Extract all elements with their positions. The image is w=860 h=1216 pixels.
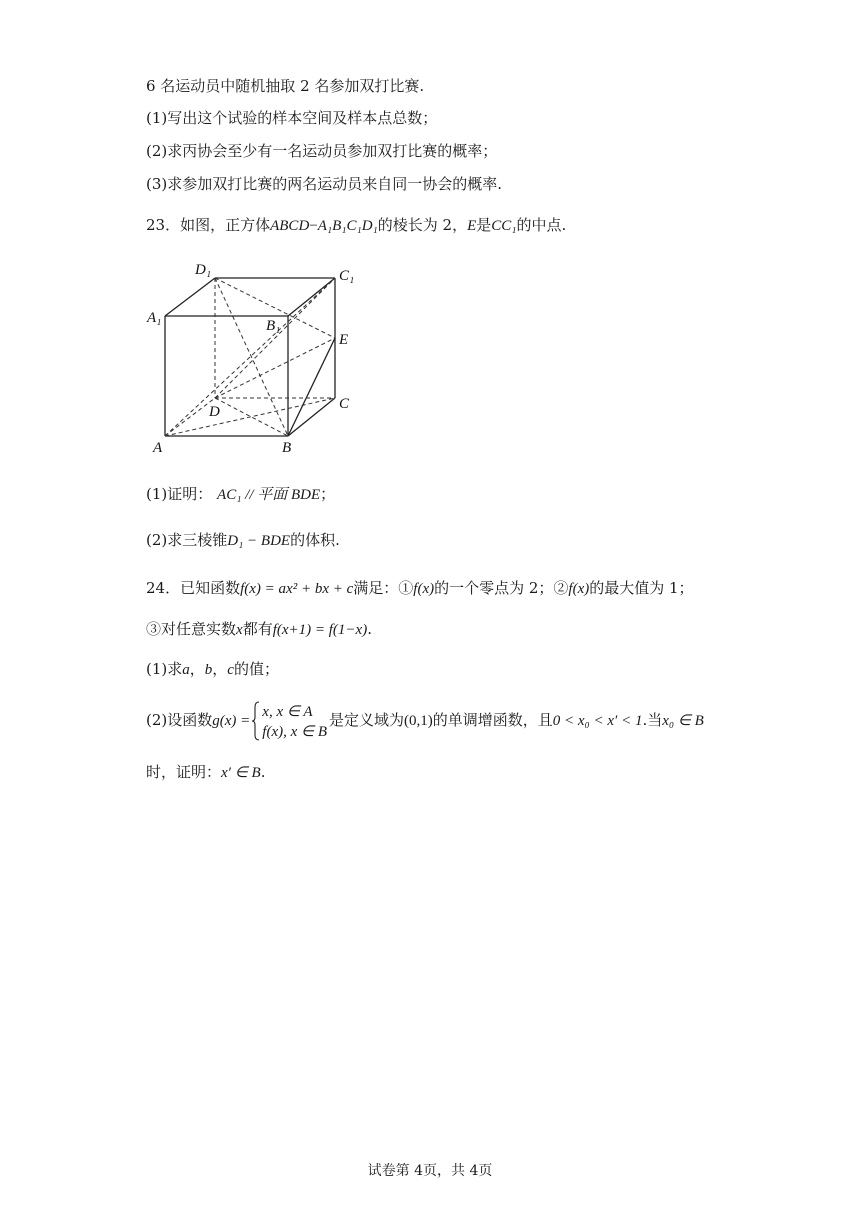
stem-text: .当 xyxy=(642,711,663,729)
interval: (0,1) xyxy=(404,713,433,729)
label-d: D xyxy=(209,404,220,420)
conclusion: x′ ∈ B xyxy=(221,765,261,781)
question-23-part-2 xyxy=(146,530,340,551)
question-22-part-3: (3)求参加双打比赛的两名运动员来自同一协会的概率. xyxy=(146,175,503,193)
g-definition: g(x) = xyxy=(212,713,251,729)
point-e: E xyxy=(467,218,477,234)
question-24-part-2-line-2 xyxy=(146,762,265,783)
question-24-part-2 xyxy=(146,700,704,742)
condition: x₀ ∈ B xyxy=(662,713,704,729)
question-22-continuation: 6 名运动员中随机抽取 2 名参加双打比赛. xyxy=(146,77,425,95)
segment-dc1 xyxy=(215,278,335,398)
stem-text: 是定义域为 xyxy=(328,711,404,729)
part-math: AC₁ // 平面 BDE xyxy=(217,487,321,503)
function-ref: f(x) xyxy=(413,581,435,597)
variable-a: a xyxy=(182,662,190,678)
part-label: (2)设函数 xyxy=(146,711,213,729)
edge-ad xyxy=(165,398,215,436)
question-number: 24． xyxy=(146,579,181,597)
variable-b: b xyxy=(204,662,213,678)
question-22-part-1: (1)写出这个试验的样本空间及样本点总数； xyxy=(146,109,438,127)
diagonal-ac1 xyxy=(165,278,335,436)
page-footer: 试卷第 4页，共 4页 xyxy=(367,1163,493,1179)
edge-cc1: CC₁ xyxy=(491,218,517,234)
stem-text: 已知函数 xyxy=(180,579,241,597)
separator: ， xyxy=(212,660,228,678)
stem-text: 满足：① xyxy=(353,579,414,597)
question-number: 23． xyxy=(146,216,181,234)
variable-c: c xyxy=(227,662,234,678)
brace-icon xyxy=(252,701,260,741)
label-b1: B₁ xyxy=(266,318,281,334)
cube-figure xyxy=(145,258,365,458)
segment-be xyxy=(288,338,335,436)
stem-text: 都有 xyxy=(242,620,273,638)
question-24-stem-line-2 xyxy=(146,619,372,640)
variable-x: x xyxy=(236,622,243,638)
stem-text: . xyxy=(260,763,266,781)
label-a: A xyxy=(153,440,163,456)
part-label: (1)求 xyxy=(146,660,183,678)
part-math: D₁ − BDE xyxy=(227,533,291,549)
function-ref: f(x) xyxy=(568,581,590,597)
segment-de xyxy=(215,338,335,398)
edge-a1d1 xyxy=(165,278,215,316)
symmetry-condition: f(x+1) = f(1−x) xyxy=(272,622,368,638)
function-definition: f(x) = ax² + bx + c xyxy=(240,581,354,597)
stem-text: . xyxy=(367,620,372,638)
question-23-stem xyxy=(146,215,566,236)
dash: − xyxy=(309,218,318,234)
part-end: ； xyxy=(320,485,336,503)
stem-text: 的一个零点为 2；② xyxy=(434,579,569,597)
cube-base: ABCD xyxy=(270,218,310,234)
piecewise xyxy=(252,701,327,742)
stem-text: 的最大值为 1； xyxy=(589,579,694,597)
label-b: B xyxy=(282,440,292,456)
stem-text: 的单调增函数，且 xyxy=(432,711,553,729)
stem-text: ③对任意实数 xyxy=(146,620,237,638)
label-e: E xyxy=(339,332,349,348)
label-d1: D₁ xyxy=(195,262,212,278)
separator: ， xyxy=(189,660,205,678)
stem-text: 是 xyxy=(476,216,492,234)
part-label: (1)证明： xyxy=(146,485,213,503)
part-end: 的值； xyxy=(233,660,279,678)
part-end: 的体积. xyxy=(290,531,340,549)
label-c: C xyxy=(339,396,350,412)
label-c1: C₁ xyxy=(339,268,355,284)
segment-db xyxy=(215,398,288,436)
question-24-part-1 xyxy=(146,659,279,680)
question-23-part-1 xyxy=(146,484,335,505)
case-2: f(x), x ∈ B xyxy=(262,723,327,740)
question-24-stem-line-1 xyxy=(146,578,694,599)
label-a1: A₁ xyxy=(147,310,162,326)
cube-top: A₁B₁C₁D₁ xyxy=(317,218,378,234)
inequality: 0 < x₀ < x′ < 1 xyxy=(552,713,643,729)
segment-d1b xyxy=(215,278,288,436)
question-22-part-2: (2)求丙协会至少有一名运动员参加双打比赛的概率； xyxy=(146,142,498,160)
case-1: x, x ∈ A xyxy=(262,703,313,720)
stem-text: 的中点. xyxy=(516,216,567,234)
part-label: (2)求三棱锥 xyxy=(146,531,228,549)
edge-b1c1 xyxy=(288,278,335,316)
stem-text: 的棱长为 2， xyxy=(377,216,468,234)
stem-text: 时，证明： xyxy=(146,763,222,781)
stem-text: 如图，正方体 xyxy=(180,216,271,234)
